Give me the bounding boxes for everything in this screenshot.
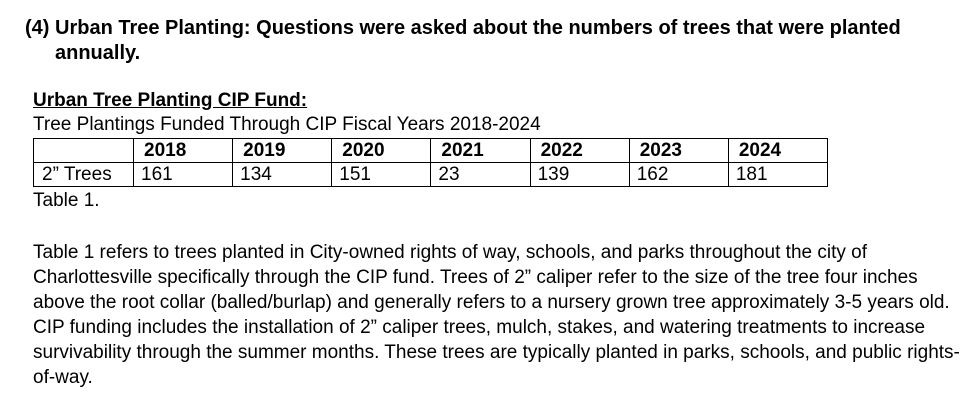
year-header: 2019 xyxy=(233,139,332,163)
table-caption: Tree Plantings Funded Through CIP Fiscal Years 2018-2024 xyxy=(33,114,541,135)
year-header: 2024 xyxy=(728,139,827,163)
table-cell: 23 xyxy=(431,163,530,187)
row-label: 2” Trees xyxy=(34,163,134,187)
table-cell: 161 xyxy=(134,163,233,187)
table-header-row xyxy=(34,139,828,163)
table-note: Table 1. xyxy=(33,190,100,211)
year-header: 2023 xyxy=(629,139,728,163)
section-heading: (4) Urban Tree Planting: Questions were asked about the numbers of trees that were planted annually. xyxy=(25,17,901,64)
year-header: 2020 xyxy=(332,139,431,163)
table-row xyxy=(34,163,828,187)
body-paragraph: Table 1 refers to trees planted in City-owned rights of way, schools, and parks throughout the city of Charlottesville specifically through the CIP fund. Trees of 2” caliper refer to the size of the tree four inches above the root collar (balled/burlap) and generally refers to a nursery grown tree approximately 3-5 years old. CIP funding includes the installation of 2” caliper trees, mulch, stakes, and watering treatments to increase survivability through the summer months. These trees are typically planted in parks, schools, and public rights-of-way. xyxy=(33,242,960,388)
tree-plantings-table xyxy=(33,138,828,187)
table-corner-cell xyxy=(34,139,134,163)
table-cell: 151 xyxy=(332,163,431,187)
table-cell: 162 xyxy=(629,163,728,187)
table-cell: 134 xyxy=(233,163,332,187)
table-cell: 181 xyxy=(728,163,827,187)
table-cell: 139 xyxy=(530,163,629,187)
year-header: 2021 xyxy=(431,139,530,163)
subheading: Urban Tree Planting CIP Fund: xyxy=(33,90,308,111)
year-header: 2022 xyxy=(530,139,629,163)
year-header: 2018 xyxy=(134,139,233,163)
